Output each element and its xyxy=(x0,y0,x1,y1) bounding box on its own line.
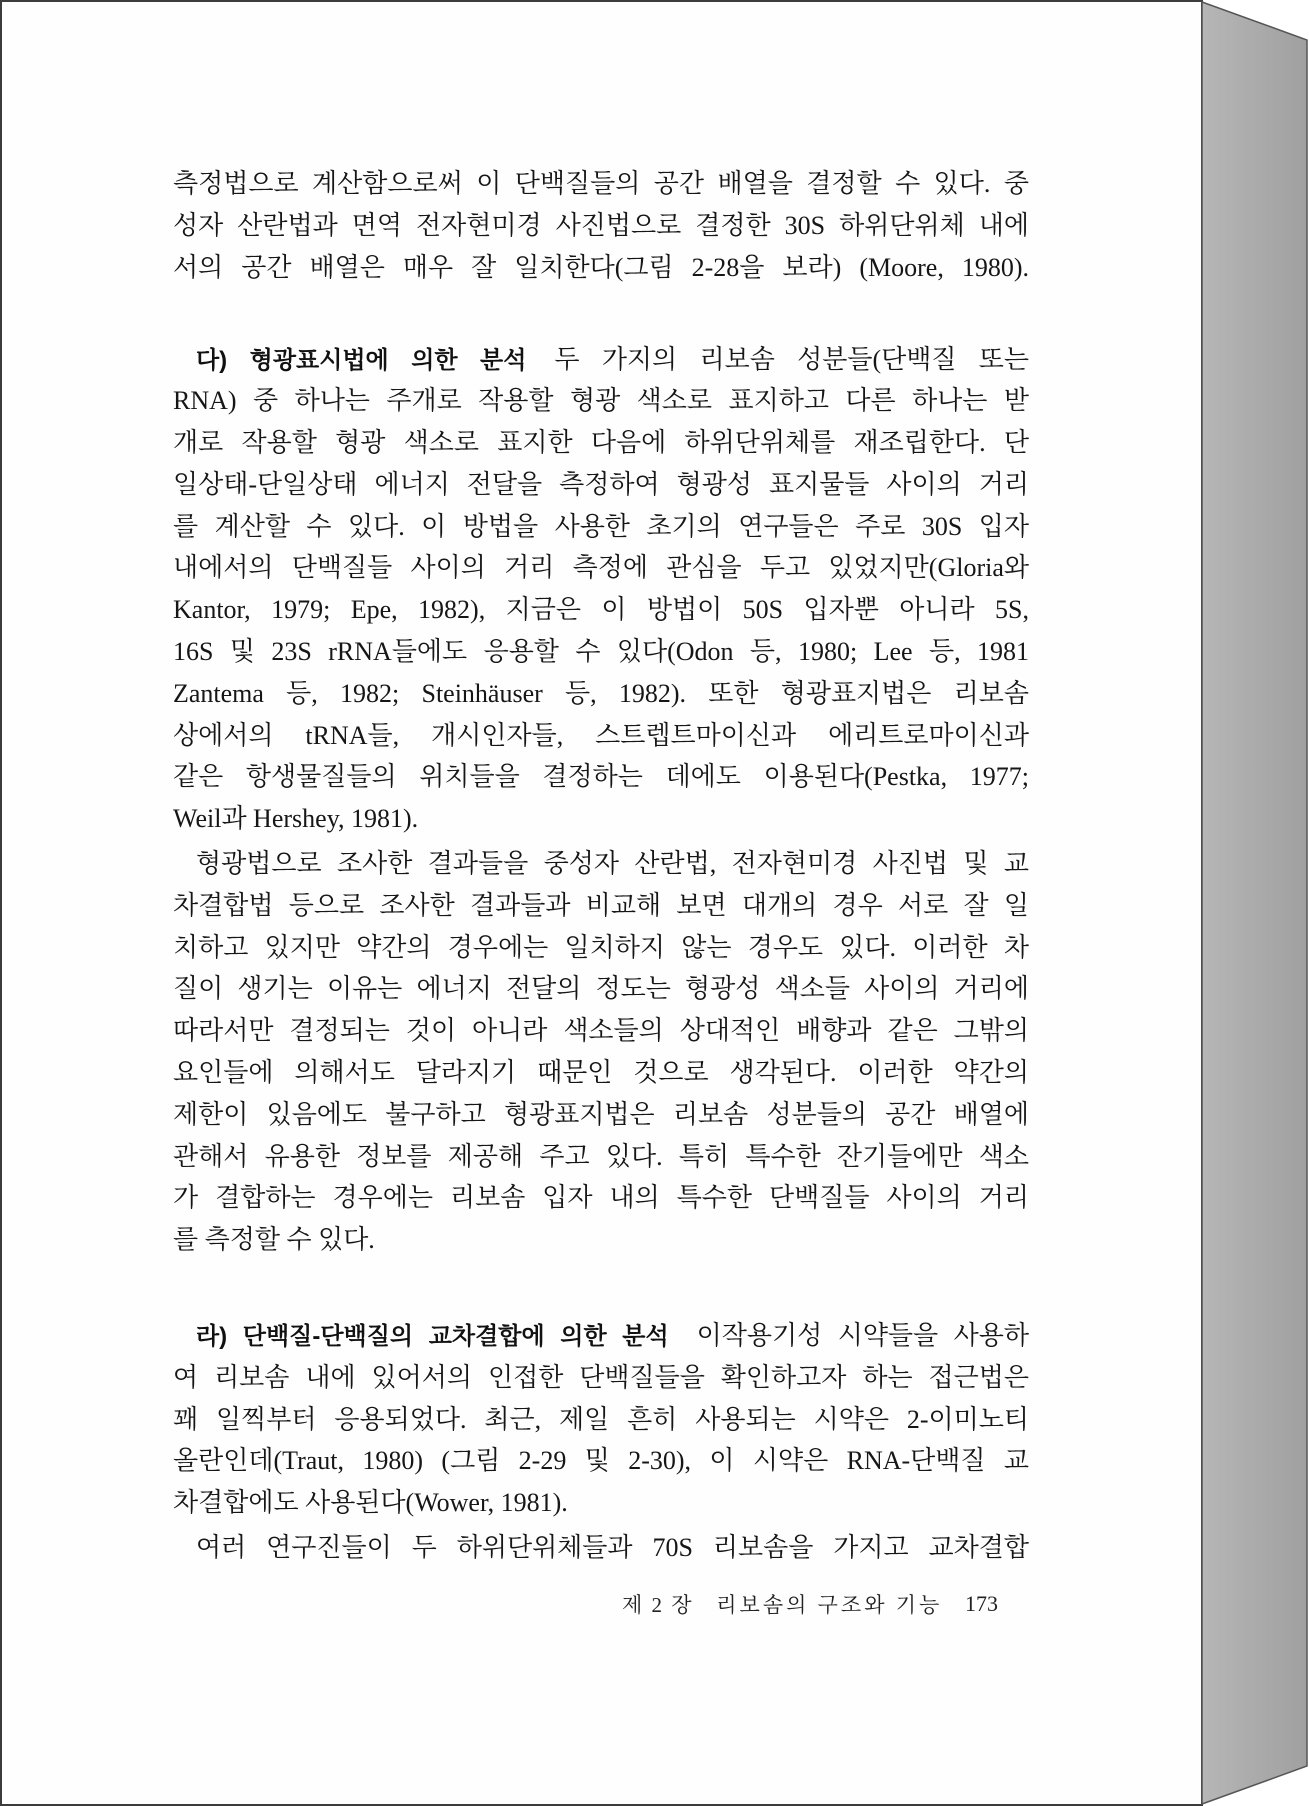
text-line: 서의 공간 배열은 매우 잘 일치한다(그림 2-28을 보라) (Moore, 1980). xyxy=(173,252,1029,282)
text-line: 가 결합하는 경우에는 리보솜 입자 내의 특수한 단백질들 사이의 거리 xyxy=(173,1183,1029,1213)
text-line: 를 측정할 수 있다. xyxy=(173,1225,375,1255)
text-line: 16S 및 23S rRNA들에도 응용할 수 있다(Odon 등, 1980; Lee 등, 1981 xyxy=(173,637,1029,667)
running-footer xyxy=(622,1589,998,1619)
book-edge xyxy=(1201,0,1309,1806)
text-line: 차결합법 등으로 조사한 결과들과 비교해 보면 대개의 경우 서로 잘 일 xyxy=(173,890,1029,920)
text-line: 를 계산할 수 있다. 이 방법을 사용한 초기의 연구들은 주로 30S 입자 xyxy=(173,511,1029,541)
page-number: 173 xyxy=(965,1591,998,1616)
paragraph-crosslinking-studies xyxy=(173,1527,1029,1569)
text-line: 측정법으로 계산함으로써 이 단백질들의 공간 배열을 결정할 수 있다. 중 xyxy=(173,169,1029,199)
paragraph-continuation xyxy=(173,163,1029,288)
text-line: 성자 산란법과 면역 전자현미경 사진법으로 결정한 30S 하위단위체 내에 xyxy=(173,211,1029,241)
section-heading: 라) 단백질-단백질의 교차결합에 의한 분석 xyxy=(196,1323,669,1350)
text-line: 올란인데(Traut, 1980) (그림 2-29 및 2-30), 이 시약은 RNA-단백질 교 xyxy=(173,1446,1029,1476)
text-line xyxy=(173,339,1029,381)
line-text: 두 가지의 리보솜 성분들(단백질 또는 xyxy=(554,344,1029,374)
text-line: 개로 작용할 형광 색소로 표지한 다음에 하위단위체를 재조립한다. 단 xyxy=(173,428,1029,458)
section-protein-crosslinking xyxy=(173,1315,1029,1524)
text-line xyxy=(173,1315,1029,1357)
section-heading: 다) 형광표시법에 의한 분석 xyxy=(196,346,527,374)
text-line: 관해서 유용한 정보를 제공해 주고 있다. 특히 특수한 잔기들에만 색소 xyxy=(173,1141,1029,1171)
text-line: 제한이 있음에도 불구하고 형광표지법은 리보솜 성분들의 공간 배열에 xyxy=(173,1099,1029,1129)
text-line: 따라서만 결정되는 것이 아니라 색소들의 상대적인 배향과 같은 그밖의 xyxy=(173,1016,1029,1046)
text-line: 요인들에 의해서도 달라지기 때문인 것으로 생각된다. 이러한 약간의 xyxy=(173,1057,1029,1087)
text-line: 내에서의 단백질들 사이의 거리 측정에 관심을 두고 있었지만(Gloria와 xyxy=(173,553,1029,583)
text-line: 꽤 일찍부터 응용되었다. 최근, 제일 흔히 사용되는 시약은 2-이미노티 xyxy=(173,1404,1029,1434)
text-line: Kantor, 1979; Epe, 1982), 지금은 이 방법이 50S 입자뿐 아니라 5S, xyxy=(173,595,1029,625)
chapter-title: 리보솜의 구조와 기능 xyxy=(716,1593,943,1617)
paragraph-fluorescence-comparison xyxy=(173,843,1029,1261)
text-line: 여 리보솜 내에 있어서의 인접한 단백질들을 확인하고자 하는 접근법은 xyxy=(173,1362,1029,1392)
text-line: 같은 항생물질들의 위치들을 결정하는 데에도 이용된다(Pestka, 1977; xyxy=(173,762,1029,792)
text-line: 일상태-단일상태 에너지 전달을 측정하여 형광성 표지물들 사이의 거리 xyxy=(173,469,1029,499)
text-line: 치하고 있지만 약간의 경우에는 일치하지 않는 경우도 있다. 이러한 차 xyxy=(173,932,1029,962)
section-fluorescence-labeling xyxy=(173,339,1029,841)
text-line: Weil과 Hershey, 1981). xyxy=(173,804,419,834)
line-text: 이작용기성 시약들을 사용하 xyxy=(696,1321,1029,1350)
text-line: 질이 생기는 이유는 에너지 전달의 정도는 형광성 색소들 사이의 거리에 xyxy=(173,974,1029,1004)
chapter-label: 제 2 장 xyxy=(622,1593,694,1617)
text-line: RNA) 중 하나는 주개로 작용할 형광 색소로 표지하고 다른 하나는 받 xyxy=(173,386,1029,416)
text-line: 상에서의 tRNA들, 개시인자들, 스트렙트마이신과 에리트로마이신과 xyxy=(173,720,1029,750)
text-line: Zantema 등, 1982; Steinhäuser 등, 1982). 또한 형광표지법은 리보솜 xyxy=(173,678,1029,708)
text-line: 차결합에도 사용된다(Wower, 1981). xyxy=(173,1488,568,1518)
text-line: 여러 연구진들이 두 하위단위체들과 70S 리보솜을 가지고 교차결합 xyxy=(196,1533,1029,1562)
text-line: 형광법으로 조사한 결과들을 중성자 산란법, 전자현미경 사진법 및 교 xyxy=(196,849,1029,878)
